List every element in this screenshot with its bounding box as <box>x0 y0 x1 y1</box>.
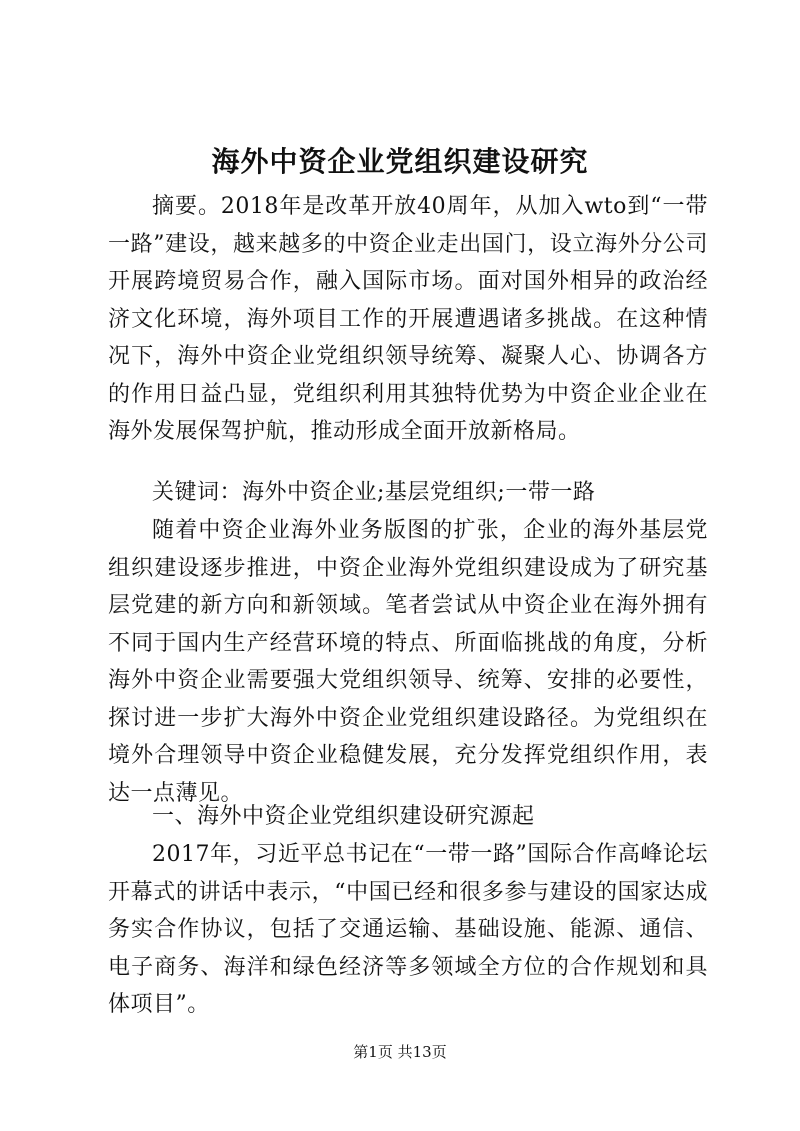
abstract-paragraph: 摘要。2018年是改革开放40周年，从加入wto到“一带一路”建设，越来越多的中资企业走出国门，设立海外分公司开展跨境贸易合作，融入国际市场。面对国外相异的政治经济文化环境，海外项目工作的开展遭遇诸多挑战。在这种情况下，海外中资企业党组织领导统筹、凝聚人心、协调各方的作用日益凸显，党组织利用其独特优势为中资企业企业在海外发展保驾护航，推动形成全面开放新格局。 <box>108 194 708 444</box>
section-heading: 一、海外中资企业党组织建设研究源起 <box>152 804 535 829</box>
document-title: 海外中资企业党组织建设研究 <box>211 145 589 178</box>
body-paragraph: 2017年，习近平总书记在“一带一路”国际合作高峰论坛开幕式的讲话中表示，“中国已经和很多参与建设的国家达成务实合作协议，包括了交通运输、基础设施、能源、通信、电子商务、海洋和绿色经济等多领域全方位的合作规划和具体项目”。 <box>108 842 708 1017</box>
page-footer: 第1页 共13页 <box>353 1043 447 1061</box>
keywords-paragraph: 关键词：海外中资企业;基层党组织;一带一路 <box>152 480 596 505</box>
intro-paragraph: 随着中资企业海外业务版图的扩张，企业的海外基层党组织建设逐步推进，中资企业海外党组织建设成为了研究基层党建的新方向和新领域。笔者尝试从中资企业在海外拥有不同于国内生产经营环境的特点、所面临挑战的角度，分析海外中资企业需要强大党组织领导、统筹、安排的必要性，探讨进一步扩大海外中资企业党组织建设路径。为党组织在境外合理领导中资企业稳健发展，充分发挥党组织作用，表达一点薄见。 <box>108 518 708 806</box>
